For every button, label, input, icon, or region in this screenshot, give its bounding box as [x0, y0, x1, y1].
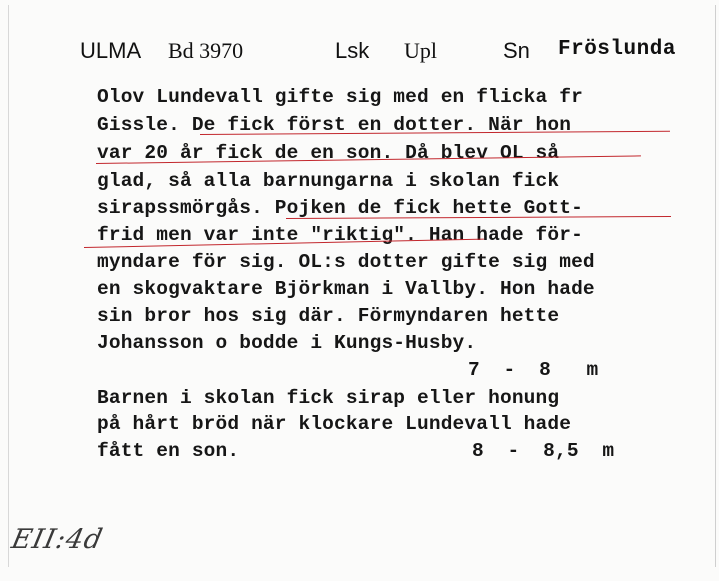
text-line-6: frid men var inte "riktig". Han hade för- — [97, 224, 583, 246]
parish-name: Fröslunda — [558, 38, 676, 61]
parish-label: Sn — [503, 38, 530, 63]
district-code: Lsk — [335, 38, 370, 63]
text-line-11: Barnen i skolan fick sirap eller honung — [97, 387, 560, 409]
text-line-12: på hårt bröd när klockare Lundevall hade — [97, 413, 572, 435]
text-line-7: myndare för sig. OL:s dotter gifte sig med — [97, 251, 595, 273]
text-line-9: sin bror hos sig där. Förmyndaren hette — [97, 305, 560, 327]
text-line-13: fått en son. — [97, 440, 240, 462]
rating-2: 8 - 8,5 m — [472, 440, 615, 462]
text-line-4: glad, så alla barnungarna i skolan fick — [97, 170, 560, 192]
handwritten-note: EII:4d — [8, 524, 106, 555]
rating-1: 7 - 8 m — [468, 359, 599, 381]
text-line-3: var 20 år fick de en son. Då blev OL så — [97, 142, 560, 164]
text-line-1: Olov Lundevall gifte sig med en flicka fr — [97, 86, 583, 108]
text-line-2: Gissle. De fick först en dotter. När hon — [97, 114, 572, 136]
text-line-10: Johansson o bodde i Kungs-Husby. — [97, 332, 477, 354]
archive-code: ULMA — [80, 38, 142, 63]
text-line-8: en skogvaktare Björkman i Vallby. Hon hade — [97, 278, 595, 300]
province-code: Upl — [404, 38, 437, 63]
text-line-5: sirapssmörgås. Pojken de fick hette Gott- — [97, 197, 583, 219]
volume-number: Bd 3970 — [168, 38, 244, 63]
